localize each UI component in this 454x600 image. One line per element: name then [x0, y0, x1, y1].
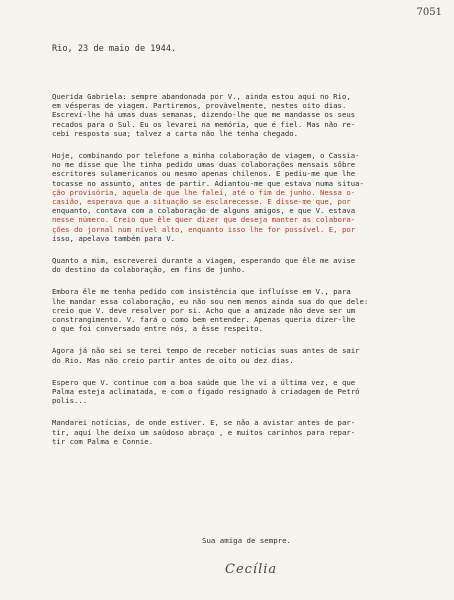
text-line: nesse número. Creio que êle quer dizer que deseja manter as colabora-: [52, 215, 356, 225]
text-line: tocasse no assunto, antes de partir. Adiantou-me que estava numa situa-: [52, 178, 364, 188]
text-line: Embora êle me tenha pedido com insistência que influísse em V., para: [52, 287, 351, 297]
text-line: ção provisória, aquela de que lhe falei, até o fim de junho. Nessa o-: [52, 187, 356, 197]
paragraph-3: [52, 256, 432, 274]
text-line: Mandarei notícias, de onde estiver. E, se não a avistar antes de par-: [52, 418, 356, 428]
paragraph-1: [52, 92, 432, 138]
paragraph-5: [52, 346, 432, 364]
text-line: tir com Palma e Connie.: [52, 436, 154, 446]
text-line: casião, esperava que a situação se esclarecesse. E disse-me que, por: [52, 197, 351, 207]
text-line: cebi resposta sua; talvez a carta não lhe tenha chegado.: [52, 128, 299, 138]
text-line: do Rio. Mas não creio partir antes de oito ou dez dias.: [52, 355, 294, 365]
paragraph-6: [52, 378, 432, 406]
paragraph-7: [52, 418, 432, 446]
text-line: do destino da colaboração, em fins de junho.: [52, 265, 246, 275]
text-line: Hoje, combinando por telefone a minha colaboração de viagem, o Cassia-: [52, 151, 360, 161]
archive-number: 7051: [416, 7, 442, 18]
text-line: Palma esteja aclimatada, e com o fígado resignado à criadagem de Petró: [52, 387, 360, 397]
text-line: creio que V. deve resolver por si. Acho que a amizade não deve ser um: [52, 305, 356, 315]
text-line: tir, aquí lhe deixo um saüdoso abraço , e muitos carinhos para repar-: [52, 427, 356, 437]
text-line: enquanto, contava com a colaboração de alguns amigos, e que V. estava: [52, 206, 356, 216]
text-line: ções do jornal num nível alto, enquanto isso lhe for possível. E, por: [52, 224, 356, 234]
text-line: Escreví-lhe há umas duas semanas, dizendo-lhe que me mandasse os seus: [52, 110, 356, 120]
text-line: lhe mandar essa colaboração, eu não sou nem menos ainda sua do que dele:: [52, 296, 369, 306]
letter-date: Rio, 23 de maio de 1944.: [52, 44, 177, 54]
text-line: polis...: [52, 396, 88, 406]
handwritten-signature: Cecília: [225, 562, 278, 577]
paragraph-4: [52, 287, 432, 333]
text-line: Quanto a mim, escreverei durante a viagem, esperando que êle me avise: [52, 256, 356, 266]
letter-body: [52, 92, 432, 459]
paragraph-2: [52, 151, 432, 243]
text-line: em vésperas de viagem. Partiremos, provàvelmente, nestes oito dias.: [52, 101, 347, 111]
text-line: isso, apelava também para V.: [52, 233, 176, 243]
text-line: recados para o Sul. Eu os levarei na memória, que é fiel. Mas não re-: [52, 119, 356, 129]
text-line: Agora já não sei se terei tempo de receber notícias suas antes de sair: [52, 346, 360, 356]
text-line: escritores sulamericanos ou mesmo apenas chilenos. E pediu-me que lhe: [52, 169, 356, 179]
closing-salutation: Sua amiga de sempre.: [202, 536, 291, 545]
text-line: no me disse que lhe tinha pedido umas duas colaborações mensais sôbre: [52, 160, 356, 170]
text-line: Espero que V. continue com a boa saúde que lhe ví a última vez, e que: [52, 377, 356, 387]
text-line: o que foi conversado entre nós, a êsse respeito.: [52, 324, 263, 334]
text-line: constrangimento. V. fará o como bem entender. Apenas queria dizer-lhe: [52, 315, 356, 325]
text-line: Querida Gabriela: sempre abandonada por V., ainda estou aqui no Rio,: [52, 92, 351, 101]
